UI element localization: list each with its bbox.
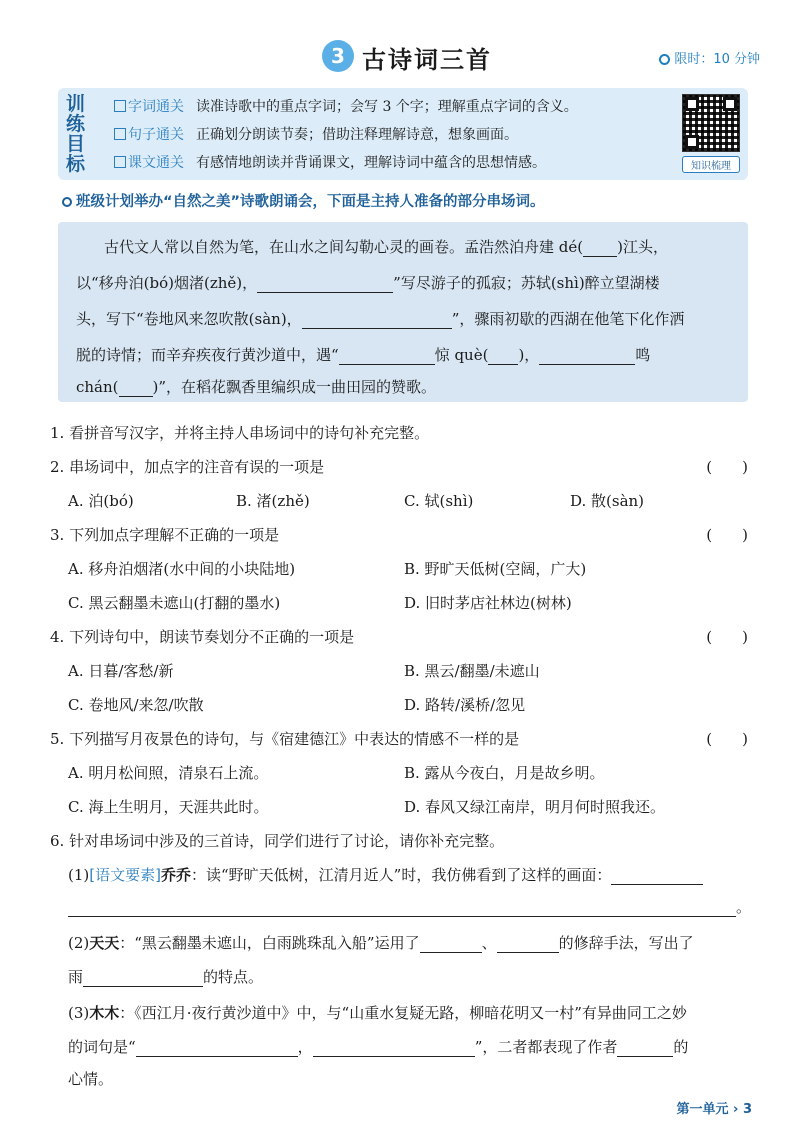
- passage-text: ”，骤雨初歇的西湖在他笔下化作洒: [451, 310, 685, 328]
- intro-line: [62, 190, 545, 211]
- question-3: 3. 下列加点字理解不正确的一项是: [50, 526, 280, 544]
- poem-blank[interactable]: [257, 292, 393, 293]
- qr-label: 知识梳理: [682, 156, 740, 173]
- speaker-name: 乔乔: [160, 866, 191, 884]
- answer-blank[interactable]: [611, 884, 703, 885]
- question-5: 5. 下列描写月夜景色的诗句，与《宿建德江》中表达的情感不一样的是: [50, 730, 520, 748]
- passage-text: 脱的诗情；而辛弃疾夜行黄沙道中，遇“: [76, 346, 339, 364]
- question-text: 的特点。: [203, 968, 264, 986]
- answer-paren[interactable]: ( ): [706, 526, 748, 544]
- goal-row-sentences: [114, 124, 518, 144]
- lesson-number-badge: 3: [322, 40, 354, 72]
- answer-blank[interactable]: [83, 986, 203, 987]
- page-footer: 第一单元 › 3: [676, 1102, 752, 1117]
- q5-option-d[interactable]: D. 春风又绿江南岸，明月何时照我还。: [404, 798, 666, 816]
- sub-number: (2): [68, 934, 90, 952]
- passage-text: )，: [518, 346, 540, 364]
- q3-option-d[interactable]: D. 旧时茅店社林边(树林): [404, 594, 572, 612]
- goals-label-char: 练: [66, 113, 86, 135]
- q4-option-a[interactable]: A. 日暮/客愁/新: [68, 662, 174, 680]
- q4-option-c[interactable]: C. 卷地风/来忽/吹散: [68, 696, 204, 714]
- answer-blank[interactable]: [136, 1056, 298, 1057]
- circle-bullet-icon: [62, 197, 72, 207]
- q4-option-d[interactable]: D. 路转/溪桥/忽见: [404, 696, 526, 714]
- pinyin-blank[interactable]: [583, 256, 617, 257]
- goal-text: 读准诗歌中的重点字词；会写 3 个字；理解重点字词的含义。: [196, 99, 578, 115]
- question-1: 1. 看拼音写汉字，并将主持人串场词中的诗句补充完整。: [50, 424, 430, 442]
- passage-line: [76, 308, 684, 329]
- answer-paren[interactable]: ( ): [706, 628, 748, 646]
- q3-option-b[interactable]: B. 野旷天低树(空阔，广大): [404, 560, 587, 578]
- goal-tag: [114, 155, 184, 171]
- q2-option-d[interactable]: D. 散(sàn): [570, 492, 645, 510]
- sub-number: (1): [68, 866, 90, 884]
- goals-label-char: 训: [66, 93, 86, 115]
- passage-line: [76, 272, 660, 293]
- checkbox-icon[interactable]: [114, 128, 126, 140]
- question-6-1: [68, 864, 703, 885]
- intro-text: 班级计划举办“自然之美”诗歌朗诵会，下面是主持人准备的部分串场词。: [76, 194, 545, 210]
- passage-text: 鸣: [635, 346, 651, 364]
- page-header: [0, 38, 800, 78]
- q4-option-b[interactable]: B. 黑云/翻墨/未遮山: [404, 662, 540, 680]
- goals-label-char: 目: [66, 133, 86, 155]
- answer-blank[interactable]: [420, 952, 482, 953]
- poem-blank[interactable]: [539, 364, 635, 365]
- question-text: ：“黑云翻墨未遮山，白雨跳珠乱入船”运用了: [119, 934, 420, 952]
- answer-paren[interactable]: ( ): [706, 458, 748, 476]
- question-text: ：读“野旷天低树，江清月近人”时，我仿佛看到了这样的画面：: [190, 866, 612, 884]
- speaker-name: 木木: [89, 1004, 120, 1022]
- poem-blank[interactable]: [302, 328, 452, 329]
- sub-number: (3): [68, 1004, 90, 1022]
- passage-line: [76, 344, 650, 365]
- question-6-3-line2: [68, 1036, 688, 1057]
- host-script-passage: [58, 222, 748, 402]
- answer-blank[interactable]: [313, 1056, 475, 1057]
- question-text: 的: [673, 1038, 689, 1056]
- question-6-2: [68, 932, 694, 953]
- page-title: 古诗词三首: [362, 46, 492, 74]
- goal-tag-label: 句子通关: [128, 127, 184, 143]
- q3-option-a[interactable]: A. 移舟泊烟渚(水中间的小块陆地): [68, 560, 296, 578]
- question-6-1-line2: [68, 896, 751, 917]
- passage-line: [76, 376, 436, 397]
- passage-text: 惊 què(: [434, 346, 489, 364]
- goal-tag-label: 课文通关: [128, 155, 184, 171]
- goal-text: 有感情地朗读并背诵课文，理解诗词中蕴含的思想情感。: [196, 155, 546, 171]
- question-6-2-line2: [68, 966, 263, 987]
- separator: 、: [481, 934, 497, 952]
- passage-line: [104, 236, 668, 257]
- training-goals-label: [66, 94, 90, 174]
- language-element-tag: [语文要素]: [89, 866, 161, 884]
- goal-tag: [114, 99, 184, 115]
- q5-option-c[interactable]: C. 海上生明月，天涯共此时。: [68, 798, 269, 816]
- passage-text: chán(: [76, 378, 119, 396]
- passage-text: 古代文人常以自然为笔，在山水之间勾勒心灵的画卷。孟浩然泊舟建 dé(: [104, 238, 584, 256]
- passage-text: ”写尽游子的孤寂；苏轼(shì)醉立望湖楼: [393, 274, 660, 292]
- goal-row-words: [114, 96, 578, 116]
- poem-blank[interactable]: [339, 364, 435, 365]
- passage-text: 以“移舟泊(bó)烟渚(zhě)，: [76, 274, 258, 292]
- answer-blank[interactable]: [617, 1056, 673, 1057]
- speaker-name: 天天: [89, 934, 120, 952]
- goal-row-text: [114, 152, 546, 172]
- q3-option-c[interactable]: C. 黑云翻墨未遮山(打翻的墨水): [68, 594, 281, 612]
- goal-tag: [114, 127, 184, 143]
- goal-tag-label: 字词通关: [128, 99, 184, 115]
- pinyin-blank[interactable]: [488, 364, 518, 365]
- q5-option-a[interactable]: A. 明月松间照，清泉石上流。: [68, 764, 269, 782]
- clock-icon: [659, 54, 670, 65]
- question-6-3: [68, 1002, 687, 1023]
- question-text: 的修辞手法，写出了: [558, 934, 694, 952]
- q2-option-c[interactable]: C. 轼(shì): [404, 492, 474, 510]
- checkbox-icon[interactable]: [114, 156, 126, 168]
- passage-text: )”，在稻花飘香里编织成一曲田园的赞歌。: [152, 378, 437, 396]
- question-6: 6. 针对串场词中涉及的三首诗，同学们进行了讨论，请你补充完整。: [50, 832, 505, 850]
- question-text: ：《西江月·夜行黄沙道中》中，与“山重水复疑无路，柳暗花明又一村”有异曲同工之妙: [119, 1004, 687, 1022]
- time-limit: [659, 48, 760, 67]
- question-text: 的词句是“: [68, 1038, 136, 1056]
- qr-block[interactable]: [682, 94, 740, 174]
- answer-blank[interactable]: [68, 916, 736, 917]
- question-text: ”，二者都表现了作者: [474, 1038, 618, 1056]
- question-4: 4. 下列诗句中，朗读节奏划分不正确的一项是: [50, 628, 355, 646]
- answer-paren[interactable]: ( ): [706, 730, 748, 748]
- goals-label-char: 标: [66, 153, 86, 175]
- passage-text: )江头，: [617, 238, 668, 256]
- q5-option-b[interactable]: B. 露从今夜白，月是故乡明。: [404, 764, 605, 782]
- qr-code-icon: [682, 94, 740, 152]
- period: 。: [736, 898, 752, 916]
- goal-text: 正确划分朗读节奏；借助注释理解诗意，想象画面。: [196, 127, 518, 143]
- question-6-3-line3: 心情。: [68, 1070, 114, 1088]
- answer-blank[interactable]: [497, 952, 559, 953]
- qr-finder: [685, 97, 699, 111]
- qr-finder: [723, 97, 737, 111]
- pinyin-blank[interactable]: [119, 396, 153, 397]
- question-text: ，: [297, 1038, 313, 1056]
- qr-finder: [685, 135, 699, 149]
- training-goals-panel: [58, 88, 748, 180]
- passage-text: 头，写下“卷地风来忽吹散(sàn)，: [76, 310, 302, 328]
- question-text: 雨: [68, 968, 84, 986]
- time-limit-text: 限时：10 分钟: [674, 52, 760, 67]
- q2-option-a[interactable]: A. 泊(bó): [68, 492, 134, 510]
- checkbox-icon[interactable]: [114, 100, 126, 112]
- q2-option-b[interactable]: B. 渚(zhě): [236, 492, 310, 510]
- question-2: 2. 串场词中，加点字的注音有误的一项是: [50, 458, 325, 476]
